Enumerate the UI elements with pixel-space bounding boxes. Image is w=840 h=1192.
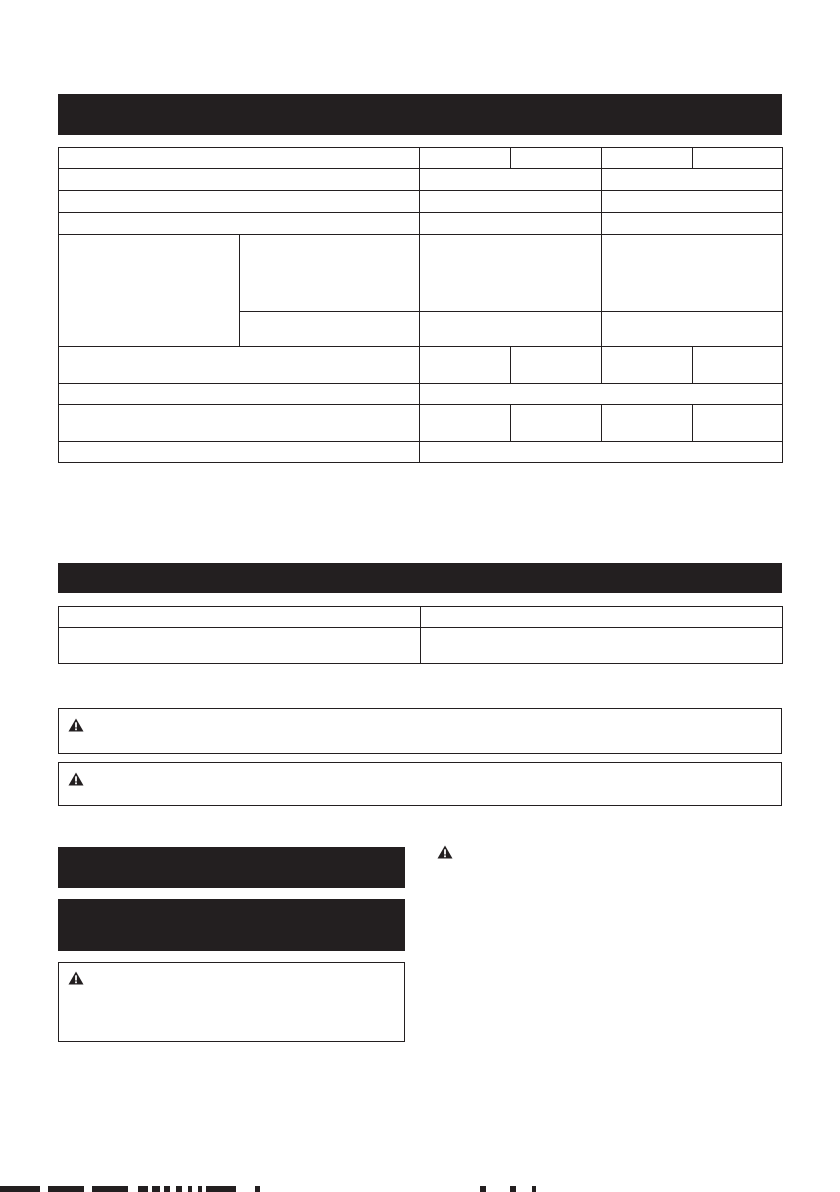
table-cell — [420, 312, 602, 347]
tool-safety-banner — [58, 899, 405, 951]
table-cell — [420, 442, 783, 463]
table-cell — [420, 169, 602, 191]
table-row — [59, 169, 783, 191]
table-cell — [59, 384, 420, 405]
table-cell — [511, 347, 602, 384]
table-cell — [59, 213, 420, 235]
table-cell — [602, 191, 783, 213]
safety-banner — [58, 847, 405, 888]
table-cell — [240, 235, 420, 312]
table-cell — [59, 347, 420, 384]
table-row — [59, 191, 783, 213]
table-cell — [420, 405, 511, 442]
table-cell — [421, 628, 783, 664]
table-row — [59, 148, 783, 169]
table-cell — [59, 405, 420, 442]
table-row — [59, 213, 783, 235]
table-cell — [420, 148, 511, 169]
table-cell — [59, 442, 420, 463]
specifications-banner — [58, 94, 782, 135]
table-row — [59, 235, 783, 312]
table-row — [59, 607, 783, 628]
table-cell — [602, 148, 693, 169]
table-cell — [693, 347, 783, 384]
table-cell — [602, 312, 783, 347]
table-cell — [420, 191, 602, 213]
table-cell — [59, 148, 420, 169]
table-cell — [59, 628, 421, 664]
specifications-table — [58, 147, 783, 463]
table-cell — [602, 213, 783, 235]
warning-triangle-icon — [68, 718, 84, 732]
accessories-banner — [58, 563, 782, 593]
table-cell — [511, 148, 602, 169]
table-cell — [59, 235, 240, 347]
table-row — [59, 384, 783, 405]
table-cell — [602, 347, 693, 384]
warning-box — [58, 762, 782, 806]
warning-box — [58, 962, 405, 1042]
table-cell — [59, 191, 420, 213]
table-cell — [602, 235, 783, 312]
table-cell — [59, 607, 421, 628]
table-cell — [421, 607, 783, 628]
table-row — [59, 628, 783, 664]
table-cell — [240, 312, 420, 347]
accessories-table — [58, 606, 783, 664]
table-cell — [420, 384, 783, 405]
table-cell — [420, 347, 511, 384]
table-cell — [420, 213, 602, 235]
table-row — [59, 405, 783, 442]
warning-triangle-icon — [437, 845, 453, 859]
warning-triangle-icon — [68, 772, 84, 786]
table-cell — [693, 405, 783, 442]
table-cell — [59, 169, 420, 191]
footer-print-marks — [0, 1186, 560, 1192]
table-cell — [420, 235, 602, 312]
table-row — [59, 442, 783, 463]
table-cell — [602, 169, 783, 191]
table-cell — [693, 148, 783, 169]
table-row — [59, 347, 783, 384]
warning-triangle-icon — [68, 971, 84, 985]
warning-box — [58, 708, 782, 754]
table-cell — [602, 405, 693, 442]
table-cell — [511, 405, 602, 442]
